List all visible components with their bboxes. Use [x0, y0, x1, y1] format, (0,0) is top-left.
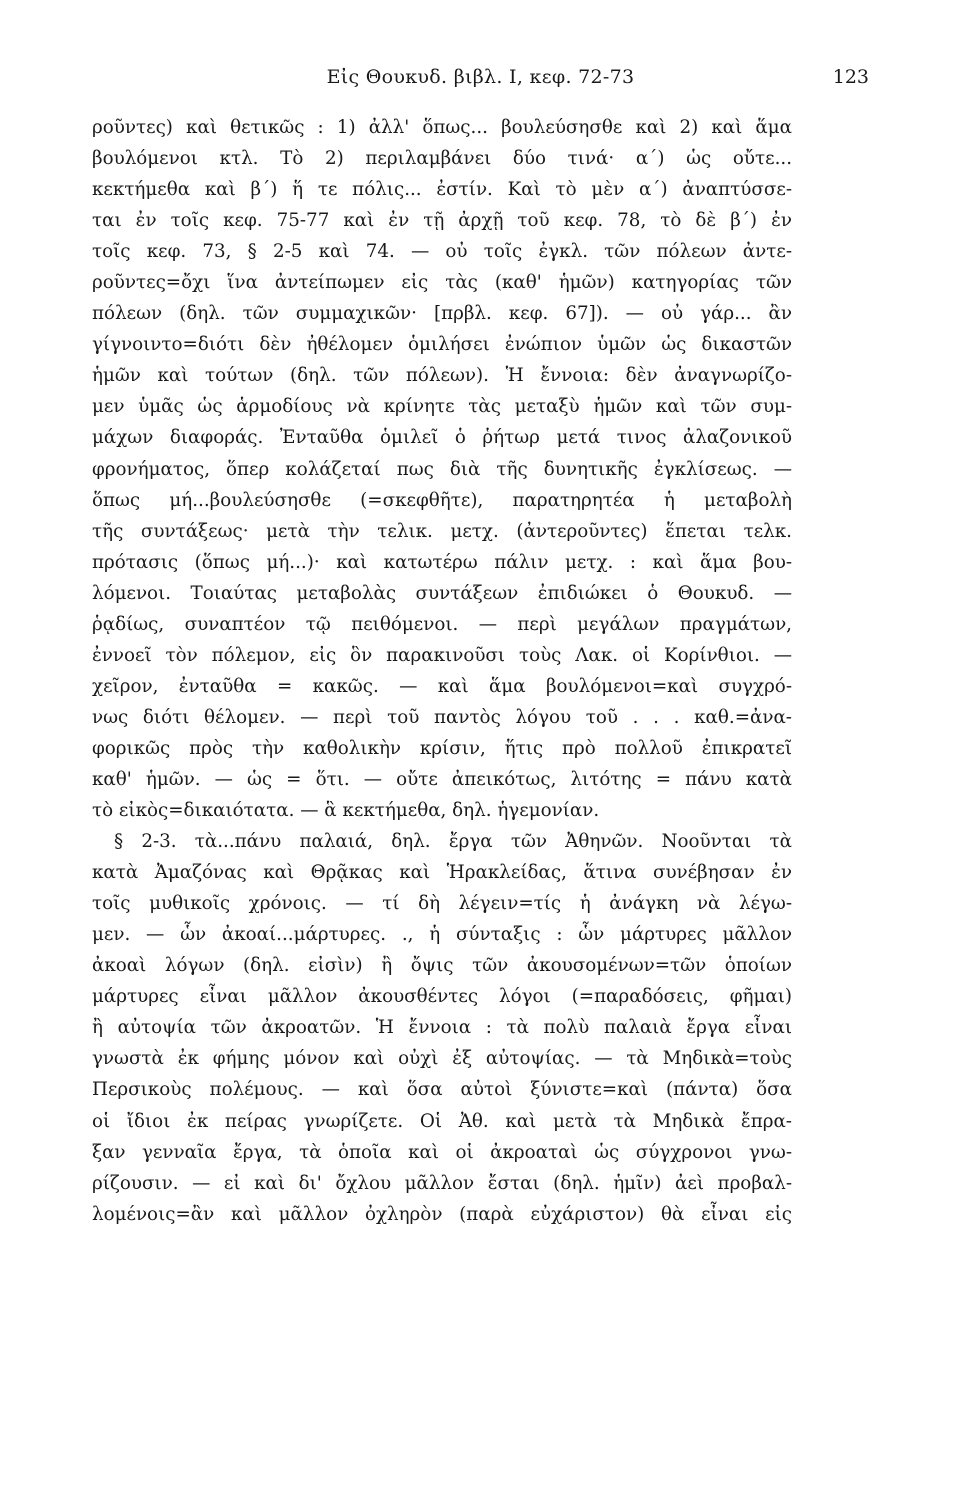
- text-line: μάρτυρες εἶναι μᾶλλον ἀκουσθέντες λόγοι (=παραδόσεις, φῆμαι): [92, 986, 792, 1008]
- text-line: κατὰ Ἀμαζόνας καὶ Θρᾷκας καὶ Ἡρακλείδας, ἅτινα συνέβησαν ἐν: [92, 862, 792, 884]
- text-line: λόμενοι. Τοιαύτας μεταβολὰς συντάξεων ἐπιδιώκει ὁ Θουκυδ. —: [92, 582, 792, 604]
- commentary-text: [92, 112, 792, 1230]
- text-line: κεκτήμεθα καὶ β΄) ἥ τε πόλις... ἐστίν. Καὶ τὸ μὲν α΄) ἀναπτύσσε-: [92, 179, 792, 201]
- text-line: φρονήματος, ὅπερ κολάζεταί πως διὰ τῆς δυνητικῆς ἐγκλίσεως. —: [92, 458, 792, 480]
- text-line: ρίζουσιν. — εἰ καὶ δι' ὄχλου μᾶλλον ἔσται (δηλ. ἡμῖν) ἀεὶ προβαλ-: [92, 1172, 792, 1194]
- text-line: λομένοις=ἂν καὶ μᾶλλον ὀχληρὸν (παρὰ εὐχάριστον) θὰ εἶναι εἰς: [92, 1203, 792, 1225]
- page-number: 123: [832, 66, 869, 88]
- text-line: γνωστὰ ἐκ φήμης μόνον καὶ οὐχὶ ἐξ αὐτοψίας. — τὰ Μηδικὰ=τοὺς: [92, 1048, 792, 1070]
- text-line: φορικῶς πρὸς τὴν καθολικὴν κρίσιν, ἥτις πρὸ πολλοῦ ἐπικρατεῖ: [92, 737, 792, 759]
- text-line: τοῖς κεφ. 73, § 2-5 καὶ 74. — οὐ τοῖς ἐγκλ. τῶν πόλεων ἀντε-: [92, 241, 792, 263]
- text-line: ἡμῶν καὶ τούτων (δηλ. τῶν πόλεων). Ἡ ἔννοια: δὲν ἀναγνωρίζο-: [92, 365, 792, 387]
- text-line: ἀκοαὶ λόγων (δηλ. εἰσὶν) ἢ ὄψις τῶν ἀκουσομένων=τῶν ὁποίων: [92, 955, 792, 977]
- text-line: ῥᾳδίως, συναπτέον τῷ πειθόμενοι. — περὶ μεγάλων πραγμάτων,: [92, 613, 792, 635]
- text-line: νως διότι θέλομεν. — περὶ τοῦ παντὸς λόγου τοῦ . . . καθ.=ἀνα-: [92, 706, 792, 728]
- text-line: ὅπως μή...βουλεύσησθε (=σκεφθῆτε), παρατηρητέα ἡ μεταβολὴ: [92, 489, 792, 511]
- text-line: οἱ ἴδιοι ἐκ πείρας γνωρίζετε. Οἱ Ἀθ. καὶ μετὰ τὰ Μηδικὰ ἔπρα-: [92, 1110, 792, 1132]
- text-line-paragraph-end: τὸ εἰκὸς=δικαιότατα. — ἃ κεκτήμεθα, δηλ. ἡγεμονίαν.: [92, 800, 600, 822]
- text-line: μάχων διαφοράς. Ἐνταῦθα ὁμιλεῖ ὁ ῥήτωρ μετά τινος ἀλαζονικοῦ: [92, 427, 792, 449]
- text-line: μεν ὑμᾶς ὡς ἁρμοδίους νὰ κρίνητε τὰς μεταξὺ ἡμῶν καὶ τῶν συμ-: [92, 396, 792, 418]
- text-line: ἐννοεῖ τὸν πόλεμον, εἰς ὃν παρακινοῦσι τοὺς Λακ. οἱ Κορίνθιοι. —: [92, 644, 792, 666]
- text-line: ται ἐν τοῖς κεφ. 75-77 καὶ ἐν τῇ ἀρχῇ τοῦ κεφ. 78, τὸ δὲ β΄) ἐν: [92, 210, 792, 232]
- text-line: ξαν γενναῖα ἔργα, τὰ ὁποῖα καὶ οἱ ἀκροαταὶ ὡς σύγχρονοι γνω-: [92, 1141, 792, 1163]
- text-line: ροῦντες) καὶ θετικῶς : 1) ἀλλ' ὅπως... βουλεύσησθε καὶ 2) καὶ ἅμα: [92, 117, 792, 138]
- text-line: ροῦντες=ὄχι ἵνα ἀντείπωμεν εἰς τὰς (καθ' ἡμῶν) κατηγορίας τῶν: [92, 272, 792, 294]
- running-head-title: Εἰς Θουκυδ. βιβλ. Ι, κεφ. 72-73: [326, 66, 635, 88]
- text-line: ἢ αὐτοψία τῶν ἀκροατῶν. Ἡ ἔννοια : τὰ πολὺ παλαιὰ ἔργα εἶναι: [92, 1017, 792, 1039]
- text-line: γίγνοιντο=διότι δὲν ἠθέλομεν ὁμιλήσει ἐνώπιον ὑμῶν ὡς δικαστῶν: [92, 334, 792, 356]
- text-line: τοῖς μυθικοῖς χρόνοις. — τί δὴ λέγειν=τίς ἡ ἀνάγκη νὰ λέγω-: [92, 893, 792, 915]
- text-line-paragraph-start: § 2-3. τὰ...πάνυ παλαιά, δηλ. ἔργα τῶν Ἀθηνῶν. Νοοῦνται τὰ: [114, 831, 792, 853]
- running-head: [0, 66, 961, 96]
- text-line: Περσικοὺς πολέμους. — καὶ ὅσα αὐτοὶ ξύνιστε=καὶ (πάντα) ὅσα: [92, 1079, 792, 1101]
- text-line: βουλόμενοι κτλ. Τὸ 2) περιλαμβάνει δύο τινά· α΄) ὡς οὔτε...: [92, 148, 792, 170]
- text-line: χεῖρον, ἐνταῦθα = κακῶς. — καὶ ἅμα βουλόμενοι=καὶ συγχρό-: [92, 675, 792, 697]
- text-line: μεν. — ὧν ἀκοαί...μάρτυρες. ., ἡ σύνταξις : ὧν μάρτυρες μᾶλλον: [92, 924, 792, 946]
- text-line: τῆς συντάξεως· μετὰ τὴν τελικ. μετχ. (ἀντεροῦντες) ἕπεται τελκ.: [92, 520, 792, 542]
- text-line: καθ' ἡμῶν. — ὡς = ὅτι. — οὔτε ἀπεικότως, λιτότης = πάνυ κατὰ: [92, 768, 792, 790]
- text-line: πρότασις (ὅπως μή...)· καὶ κατωτέρω πάλιν μετχ. : καὶ ἅμα βου-: [92, 551, 792, 573]
- text-line: πόλεων (δηλ. τῶν συμμαχικῶν· [πρβλ. κεφ. 67]). — οὐ γάρ... ἂν: [92, 303, 792, 325]
